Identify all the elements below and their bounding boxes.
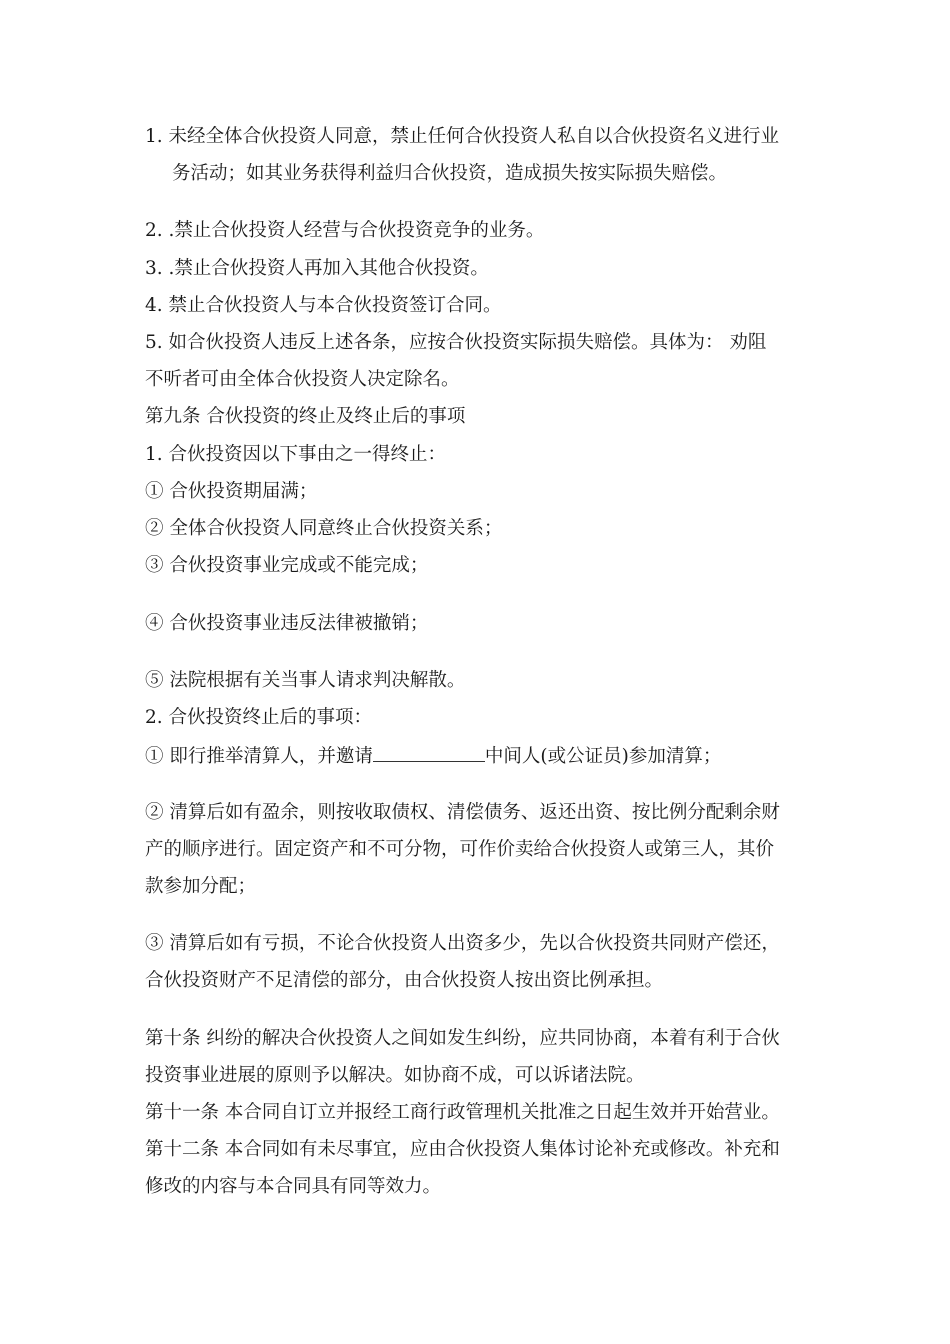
clause-item-3: 3. .禁止合伙投资人再加入其他合伙投资。: [145, 258, 489, 279]
article-11: 第十一条 本合同自订立并报经工商行政管理机关批准之日起生效并开始营业。: [145, 1102, 780, 1123]
termination-cause-4: ④ 合伙投资事业违反法律被撤销；: [145, 613, 429, 634]
termination-cause-2: ② 全体合伙投资人同意终止合伙投资关系；: [145, 518, 503, 539]
article-10-line-2: 投资事业进展的原则予以解决。如协商不成，可以诉诸法院。: [145, 1065, 645, 1086]
termination-cause-5: ⑤ 法院根据有关当事人请求判决解散。: [145, 670, 466, 691]
termination-cause-1: ① 合伙投资期届满；: [145, 481, 318, 502]
article-12-line-2: 修改的内容与本合同具有同等效力。: [145, 1176, 442, 1197]
article-12-line-1: 第十二条 本合同如有未尽事宜，应由合伙投资人集体讨论补充或修改。补充和: [145, 1139, 780, 1160]
clause-item-1-line-2: 务活动；如其业务获得利益归合伙投资，造成损失按实际损失赔偿。: [172, 163, 728, 184]
post-termination-2-line-3: 款参加分配；: [145, 876, 257, 897]
post-termination-1: [145, 745, 721, 768]
article-9-item-1: 1. 合伙投资因以下事由之一得终止：: [145, 444, 447, 465]
post-termination-3-line-2: 合伙投资财产不足清偿的部分，由合伙投资人按出资比例承担。: [145, 970, 664, 991]
clause-item-2: 2. .禁止合伙投资人经营与合伙投资竞争的业务。: [145, 220, 545, 241]
article-9-item-2: 2. 合伙投资终止后的事项：: [145, 707, 373, 728]
clause-item-1-line-1: 1. 未经全体合伙投资人同意，禁止任何合伙投资人私自以合伙投资名义进行业: [145, 126, 780, 147]
termination-cause-3: ③ 合伙投资事业完成或不能完成；: [145, 555, 429, 576]
post-termination-3-line-1: ③ 清算后如有亏损，不论合伙投资人出资多少，先以合伙投资共同财产偿还，: [145, 933, 780, 954]
post-termination-1-prefix: ① 即行推举清算人，并邀请: [145, 746, 373, 767]
post-termination-2-line-2: 产的顺序进行。固定资产和不可分物，可作价卖给合伙投资人或第三人，其价: [145, 839, 775, 860]
clause-item-5-line-2: 不听者可由全体合伙投资人决定除名。: [145, 369, 460, 390]
fill-in-blank: [373, 745, 485, 762]
article-10-line-1: 第十条 纠纷的解决合伙投资人之间如发生纠纷，应共同协商，本着有利于合伙: [145, 1028, 780, 1049]
clause-item-5-line-1: 5. 如合伙投资人违反上述各条，应按合伙投资实际损失赔偿。具体为： 劝阻: [145, 332, 767, 353]
post-termination-1-suffix: 中间人(或公证员)参加清算；: [484, 746, 722, 767]
clause-item-4: 4. 禁止合伙投资人与本合伙投资签订合同。: [145, 295, 502, 316]
post-termination-2-line-1: ② 清算后如有盈余，则按收取债权、清偿债务、返还出资、按比例分配剩余财: [145, 802, 780, 823]
article-9-title: 第九条 合伙投资的终止及终止后的事项: [145, 406, 466, 427]
